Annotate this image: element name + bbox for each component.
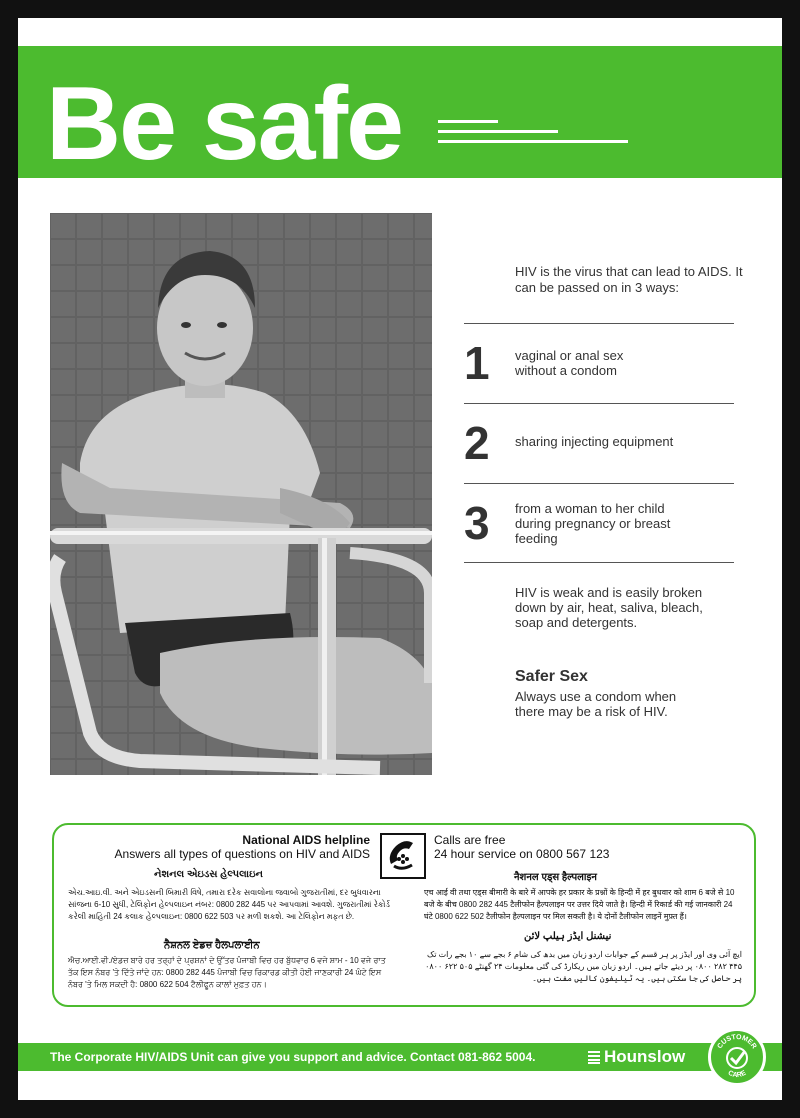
hindi-text: एच आई वी तथा एड्स बीमारी के बारे में आपके हर प्रकार के प्रश्नों के हिन्दी में हर बुधवार को शाम 6 बजे से 10 बजे के बीच 0800 282 445 टैलीफोन हैल्पलाइन पर उत्तर दिये जाते है। हिन्दी में रिकार्ड की गई जानकारी 24 घंटे 0800 622 502 टैलीफोन हैल्पलाइन पर मिल सकती है। ये दोनों टैलीफोन लाइनें मुफ़्त हैं। — [424, 888, 735, 921]
title-banner — [18, 46, 782, 182]
footer-bar — [18, 1043, 782, 1071]
customer-care-badge — [708, 1028, 766, 1086]
hindi-heading: नैशनल एड्स हैल्पलाइन — [514, 872, 597, 883]
hiv-weak-note: HIV is weak and is easily broken down by air, heat, saliva, bleach, soap and detergents. — [515, 585, 703, 630]
punjabi-heading: ਨੈਸ਼ਨਲ ਏਡਜ਼ ਹੈਲਪਲਾਈਨ — [164, 940, 260, 951]
urdu-heading: نیشنل ایڈز ہیلپ لائن — [524, 931, 612, 942]
helpline-number-text: 24 hour service on 0800 567 123 — [434, 847, 610, 861]
speed-line — [438, 120, 498, 123]
way-text: from a woman to her child during pregnancy or breast feeding — [515, 501, 671, 546]
way-number: 3 — [464, 497, 490, 549]
badge-bottom-text: CARE — [726, 1069, 748, 1080]
way-number: 1 — [464, 337, 490, 389]
safer-sex-heading: Safer Sex — [515, 668, 588, 685]
footer-contact-text: The Corporate HIV/AIDS Unit can give you support and advice. Contact 081-862 5004. — [50, 1050, 536, 1064]
calls-free-text: Calls are free — [434, 833, 506, 847]
badge-top-text: CUSTOMER — [716, 1033, 758, 1051]
divider — [464, 403, 734, 404]
divider — [464, 323, 734, 324]
divider — [464, 483, 734, 484]
man-on-pool-ladder-photo — [50, 213, 432, 775]
svg-text:CARE — [727, 1070, 748, 1080]
hounslow-brand: Hounslow — [604, 1047, 686, 1066]
telephone-icon — [380, 833, 426, 879]
hiv-intro-text: HIV is the virus that can lead to AIDS. It can be passed on in 3 ways: — [515, 264, 743, 295]
way-number: 2 — [464, 417, 490, 469]
helpline-subtitle: Answers all types of questions on HIV and AIDS — [114, 847, 370, 861]
urdu-text: ایچ آئی وی اور ایڈز پر ہر قسم کے جوابات اردو زبان میں بدھ کی شام ۶ بجے سے ۱۰ بجے رات تک ۴۴۵ ۲۸۲ ۰۸۰۰ پر دیئے جاتے ہیں۔ اردو زبان میں ریکارڈ کی گئی معلومات ۲۴ گھنٹے ۵۰۵ ۶۲۲ ۰۸۰۰ پر حاصل کی جا سکتی ہیں۔ یہ ٹیلیفون کالیں مفت ہیں۔ — [425, 950, 742, 983]
checkmark-icon — [731, 1051, 745, 1063]
way-text: sharing injecting equipment — [515, 434, 674, 449]
hounslow-logo-icon — [588, 1051, 600, 1064]
punjabi-text: ਐਚ.ਆਈ.ਵੀ./ਏਡਜ਼ ਬਾਰੇ ਹਰ ਤਰ੍ਹਾਂ ਦੇ ਪ੍ਰਸ਼ਨਾਂ ਦੇ ਉੱਤਰ ਪੰਜਾਬੀ ਵਿਚ ਹਰ ਬੁੱਧਵਾਰ 6 ਵਜੇ ਸ਼ਾਮ - 10 ਵਜੇ ਰਾਤ ਤੱਕ ਇਸ ਨੰਬਰ 'ਤੇ ਦਿੱਤੇ ਜਾਂਦੇ ਹਨ: 0800 282 445 ਪੰਜਾਬੀ ਵਿਚ ਰਿਕਾਰਡ ਕੀਤੀ ਹੋਈ ਜਾਣਕਾਰੀ 24 ਘੰਟੇ ਇਸ ਨੰਬਰ 'ਤੇ ਮਿਲ ਸਕਦੀ ਹੈ: 0800 622 504 ਟੈਲੀਫੂਨ ਕਾਲਾਂ ਮੁਫ਼ਤ ਹਨ। — [68, 956, 386, 989]
speed-line — [438, 140, 628, 143]
helpline-box — [52, 823, 756, 1007]
divider — [464, 562, 734, 563]
way-text: vaginal or anal sex without a condom — [515, 348, 624, 378]
poster-sheet — [18, 18, 782, 1100]
poster-title: Be safe — [46, 66, 402, 182]
speed-line — [438, 130, 558, 133]
gujarati-text: એચ.આઇ.વી. અને એઇડસની બિમારી વિષે, તમારા દરેક સવાલોના જવાબો ગુજરાતીમાં, દર બુધવારના સાંજના 6-10 સુધી, ટેલિફોન હેલ્પલાઇન નંબર: 0800 282 445 પર આપવામાં આવશે. ગુજરાતીમાં રેકોર્ડ કરેલી માહિતી 24 કલાક હેલ્પલાઇન: 0800 622 503 પર મળી શકશે. આ ટેલિફોન મફત છે. — [68, 888, 390, 921]
helpline-title: National AIDS helpline — [242, 833, 370, 847]
gujarati-heading: નેશનલ એઇડસ હેલ્પલાઇન — [154, 869, 263, 880]
safer-sex-text: Always use a condom when there may be a risk of HIV. — [515, 689, 677, 719]
